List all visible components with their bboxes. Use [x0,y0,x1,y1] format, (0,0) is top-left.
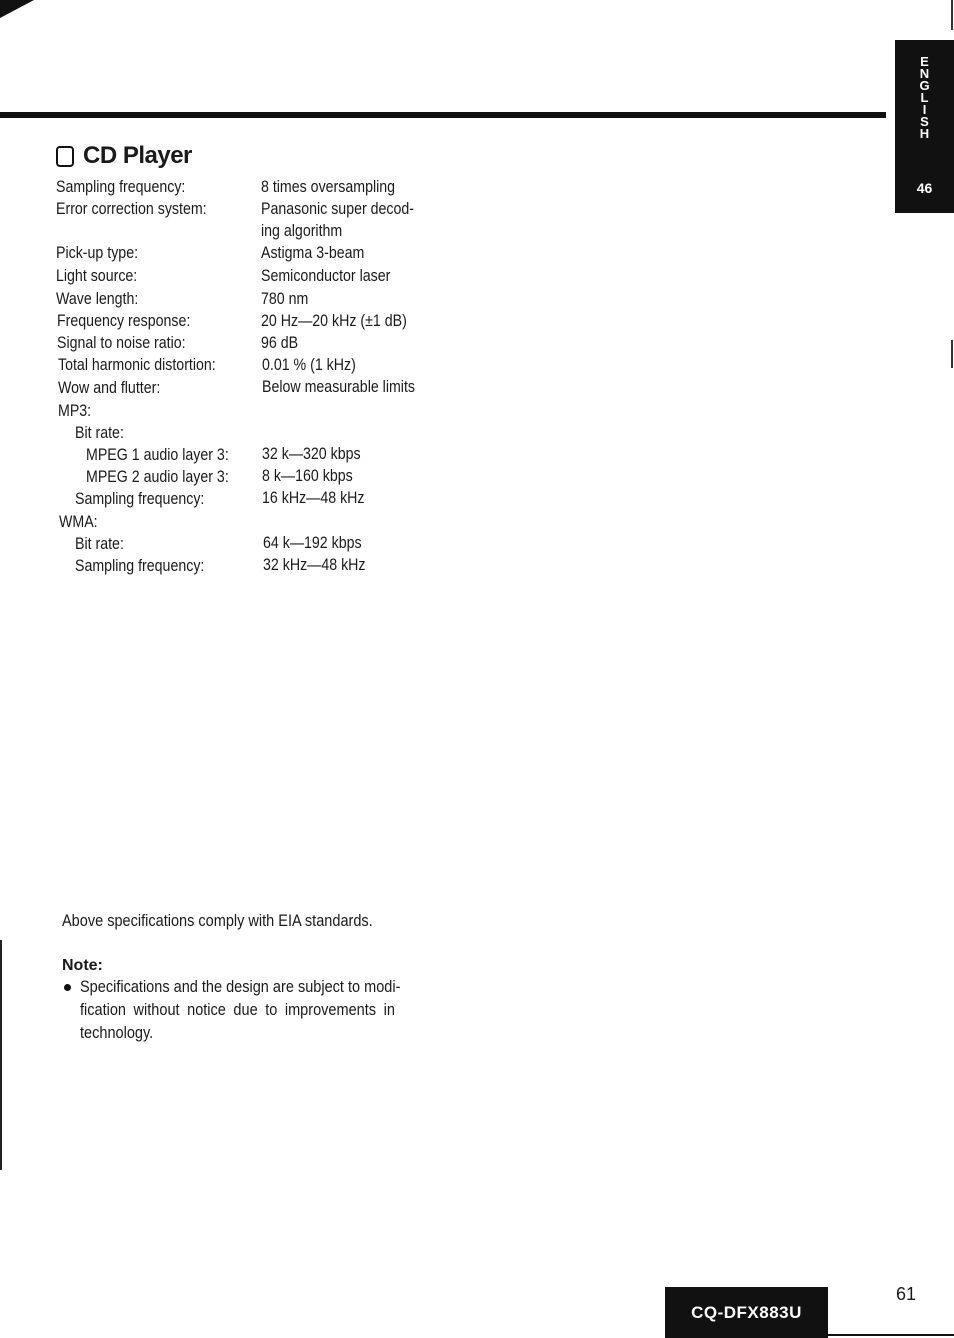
language-letter: S [920,114,929,129]
spec-value: Semiconductor laser [261,267,391,285]
note-heading: Note: [62,957,103,974]
spec-label: Sampling frequency: [75,557,205,575]
spec-value: 0.01 % (1 kHz) [262,356,356,374]
spec-value: 16 kHz—48 kHz [262,489,365,507]
note-line: fication without notice due to improvements in [80,1001,395,1019]
scan-edge [0,940,2,1170]
spec-value: 780 nm [261,290,309,308]
footer-rule [828,1334,954,1336]
spec-label: Sampling frequency: [75,490,205,508]
bullet-icon [64,984,71,991]
spec-label: Sampling frequency: [56,178,186,196]
spec-label: Pick-up type: [56,244,139,262]
spec-value: 8 times oversampling [261,178,396,196]
language-tab [895,40,954,213]
model-badge: CQ-DFX883U [665,1287,828,1338]
language-letter: N [919,66,930,81]
spec-label: Frequency response: [57,312,191,330]
spec-label: Total harmonic distortion: [58,356,216,374]
section-title-text: CD Player [83,142,192,169]
language-letter: I [922,102,927,117]
note-line: Specifications and the design are subject to modi- [80,978,401,996]
spec-value: 96 dB [261,334,299,352]
spec-value: ing algorithm [261,222,343,240]
spec-label: Wave length: [56,290,139,308]
section-title [56,142,192,170]
spec-value: Astigma 3-beam [261,244,365,262]
spec-value: 20 Hz—20 kHz (±1 dB) [261,312,407,330]
spec-label: WMA: [59,513,98,531]
spec-label: Bit rate: [75,424,124,442]
header-rule [0,112,886,118]
spec-value: 32 k—320 kbps [262,445,361,463]
spec-label: Error correction system: [56,200,207,218]
language-tab-letters [895,56,954,140]
corner-mark [0,0,34,18]
spec-label: Wow and flutter: [58,379,161,397]
language-letter: H [919,126,930,141]
language-tab-page: 46 [916,180,933,196]
spec-value: 64 k—192 kbps [263,534,362,552]
scan-edge [951,340,953,368]
spec-label: MPEG 2 audio layer 3: [86,468,229,486]
compliance-statement: Above specifications comply with EIA standards. [62,912,373,930]
page-number: 61 [896,1284,917,1304]
spec-value: 8 k—160 kbps [262,467,353,485]
checkbox-icon [56,146,74,167]
spec-label: MPEG 1 audio layer 3: [86,446,229,464]
spec-label: MP3: [58,402,92,420]
spec-value: Panasonic super decod- [261,200,415,218]
language-letter: E [920,54,929,69]
note-line: technology. [80,1024,154,1042]
language-letter: L [920,90,929,105]
spec-label: Signal to noise ratio: [57,334,186,352]
spec-value: 32 kHz—48 kHz [263,556,366,574]
spec-label: Bit rate: [75,535,124,553]
spec-value: Below measurable limits [262,378,415,396]
spec-label: Light source: [56,267,138,285]
scan-edge [951,0,953,30]
note-text [80,976,400,1045]
language-letter: G [919,78,930,93]
